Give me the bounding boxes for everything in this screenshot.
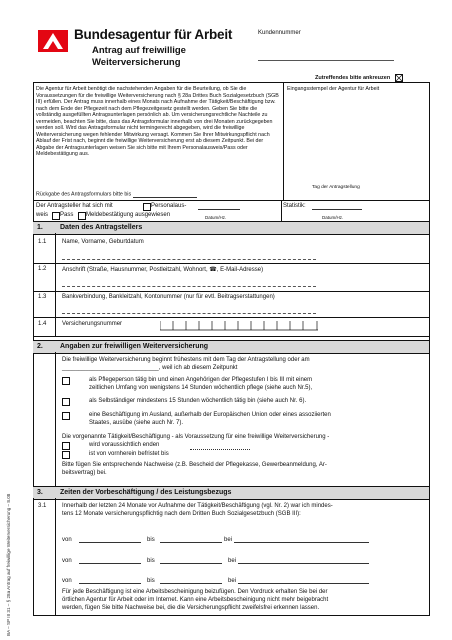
period-von-label: von	[62, 558, 72, 564]
section1-header	[33, 221, 429, 235]
form-reference: BA – SP III 31 – § 28a Antrag auf freiwillige Weiterversicherung – 8.08	[6, 493, 11, 636]
section2-intro2: _____________________________, weil ich ab diesem Zeitpunkt	[62, 365, 238, 371]
period-bei-field[interactable]	[238, 557, 369, 564]
section2-intro1: Die freiwillige Weiterversicherung beginnt frühestens mit dem Tag der Antragstellung oder am	[62, 357, 310, 363]
period-bis-field[interactable]	[160, 536, 222, 543]
agency-name: Bundesagentur für Arbeit	[74, 27, 233, 42]
customer-number-label: Kundennummer	[258, 30, 301, 36]
statistik-field[interactable]	[312, 209, 362, 210]
personalausweis-checkbox[interactable]	[143, 203, 151, 211]
unlimited-label: wird voraussichtlich enden	[89, 442, 160, 448]
period-von-field[interactable]	[79, 557, 141, 564]
period-von-label: von	[62, 537, 72, 543]
tick-hint-checkbox	[395, 74, 403, 82]
pass-label: Pass	[60, 212, 74, 218]
stamp-area	[287, 94, 425, 182]
tick-hint: Zutreffendes bitte ankreuzen	[315, 75, 391, 81]
limited-until-field[interactable]	[190, 449, 250, 450]
row-1-2-label: Anschrift (Straße, Hausnummer, Postleitzahl, Wohnort, ☎, E-Mail-Adresse)	[62, 267, 264, 273]
row-1-4-number: 1.4	[38, 321, 47, 327]
section1-title: Daten des Antragstellers	[60, 224, 143, 231]
row-1-3-number: 1.3	[38, 294, 47, 300]
period-bei-field[interactable]	[238, 577, 369, 584]
section3-number: 3.	[37, 489, 43, 496]
period-bis-field[interactable]	[160, 577, 222, 584]
statistik-label: Statistik:	[283, 203, 306, 209]
section3-header	[33, 486, 429, 500]
meldebestaetigung-label: Meldebestätigung ausgewiesen	[86, 212, 171, 218]
period-bei-label: bei	[228, 558, 237, 564]
period-von-field[interactable]	[79, 577, 141, 584]
period-bei-field[interactable]	[234, 536, 369, 543]
section2-title: Angaben zur freiwilligen Weiterversicherung	[60, 343, 209, 350]
option-abroad-line2: Staates, ausübe (siehe auch Nr. 7).	[89, 420, 184, 426]
return-label: Rückgabe des Antragsformulars bitte bis	[36, 191, 197, 198]
period-row	[62, 557, 369, 564]
period-bis-label: bis	[147, 578, 155, 584]
period-von-field[interactable]	[79, 536, 141, 543]
period-bei-label: bei	[224, 537, 233, 543]
period-bis-field[interactable]	[160, 557, 222, 564]
row-1-2-field[interactable]	[62, 286, 316, 287]
option-abroad-checkbox[interactable]	[62, 412, 70, 420]
section3-footer3: werden, fügen Sie bitte Nachweise bei, die die Versicherungspflicht zweifelsfrei erkennen lassen.	[62, 605, 320, 611]
period-bis-label: bis	[147, 558, 155, 564]
period-row	[62, 577, 369, 584]
section3-text1: Innerhalb der letzten 24 Monate vor Aufnahme der Tätigkeit/Beschäftigung (vgl. Nr. 2) war ich mindes-	[62, 503, 333, 509]
section2-number: 2.	[37, 343, 43, 350]
row-1-2-number: 1.2	[38, 266, 47, 272]
stamp-date-label: Tag der Antragstellung	[312, 185, 360, 190]
unlimited-checkbox[interactable]	[62, 442, 70, 450]
period-row	[62, 536, 369, 543]
prerequisite-text: Die vorgenannte Tätigkeit/Beschäftigung - als Voraussetzung für eine freiwillige Weiterversicherung -	[62, 434, 330, 440]
section3-text2: tens 12 Monate versicherungspflichtig nach dem Dritten Buch Sozialgesetzbuch (SGB III):	[62, 511, 301, 517]
row-3-1-number: 3.1	[38, 503, 47, 509]
personalausweis-label: Personalaus-	[151, 203, 187, 209]
pass-checkbox[interactable]	[52, 212, 60, 220]
row-1-1-label: Name, Vorname, Geburtdatum	[62, 239, 144, 245]
identity-date-label: Datum/Hz.	[205, 215, 227, 220]
meldebestaetigung-checkbox[interactable]	[78, 212, 86, 220]
option-selfemployed-line1: als Selbständiger mindestens 15 Stunden wöchentlich tätig bin (siehe auch Nr. 6).	[89, 398, 307, 404]
row-1-1-field[interactable]	[62, 259, 316, 260]
identity-line1: Der Antragsteller hat sich mit	[36, 203, 113, 209]
statistik-date-label: Datum/Hz.	[322, 215, 344, 220]
option-caregiver-line1: als Pflegeperson tätig bin und einen Angehörigen der Pflegestufen I bis III mit einem	[89, 377, 313, 383]
limited-label: ist von vornherein befristet bis	[89, 451, 169, 457]
period-bei-label: bei	[228, 578, 237, 584]
section3-title: Zeiten der Vorbeschäftigung / des Leistungsbezugs	[60, 489, 232, 496]
form-title-line1: Antrag auf freiwillige	[92, 45, 186, 56]
option-caregiver-checkbox[interactable]	[62, 377, 70, 385]
insurance-number-boxes[interactable]	[160, 318, 318, 331]
intro-text: Die Agentur für Arbeit benötigt die nachstehenden Angaben für die Beurteilung, ob Sie die Voraussetzungen für die freiwillige Weiterversicherung nach § 28a Drittes Buch Sozialgesetzbuch (SGB III) erfüllen. Der Antrag muss innerhalb eines Monats nach Aufnahme der Tätigkeit/Beschäftigung bzw. nach dem Ende der Pflegezeit nach dem Pflegezeitgesetz gestellt werden. Geben Sie bitte die vollständig ausgefüllten Antragsunterlagen persönlich ab. Um versicherungsrechtliche Nachteile zu vermeiden, beachten Sie bitte, dass das Antragsformular innerhalb von drei Monaten zurückgegeben werden soll. Wird das Antragsformular nicht termingerecht abgegeben, wird die freiwillige Weiterversicherung wegen fehlender Mitwirkung versagt. Kommen Sie Ihrer Mitwirkungspflicht nach Ablauf der Frist nach, beginnt die freiwillige Weiterversicherung erst ab diesem Zeitpunkt. Bei der Abgabe der Antragsunterlagen weisen Sie sich bitte mit Ihrem Personalausweis/Pass oder Meldebestätigung aus.	[36, 86, 279, 157]
weis-label: weis	[36, 212, 49, 218]
form-title-line2: Weiterversicherung	[92, 57, 181, 68]
limited-checkbox[interactable]	[62, 451, 70, 459]
proof-text-line2: beitsvertrag) bei.	[62, 470, 107, 476]
section3-footer2: örtlichen Agentur für Arbeit oder im Internet. Kann eine Arbeitsbescheinigung nicht mehr beigebracht	[62, 597, 329, 603]
row-1-3-label: Bankverbindung, Bankleitzahl, Kontonummer (nur für evtl. Beitragserstattungen)	[62, 294, 275, 300]
period-von-label: von	[62, 578, 72, 584]
section3-footer1: Für jede Beschäftigung ist eine Arbeitsbescheinigung beizufügen. Den Vordruck erhalten Sie bei der	[62, 589, 328, 595]
section1-number: 1.	[37, 224, 43, 231]
row-1-3-field[interactable]	[62, 313, 316, 314]
customer-number-field[interactable]	[258, 60, 394, 61]
period-bis-label: bis	[147, 537, 155, 543]
row-1-1-number: 1.1	[38, 239, 47, 245]
option-caregiver-line2: zeitlichen Umfang von wenigstens 14 Stunden wöchentlich pflege (siehe auch Nr.5),	[89, 385, 313, 391]
identity-date-field[interactable]	[198, 209, 240, 210]
option-selfemployed-checkbox[interactable]	[62, 398, 70, 406]
proof-text-line1: Bitte fügen Sie entsprechende Nachweise (z.B. Bescheid der Pflegekasse, Gewerbeanmeldung, Ar-	[62, 462, 327, 468]
row-1-4-label: Versicherungsnummer	[62, 321, 123, 327]
section2-header	[33, 340, 429, 354]
stamp-label: Eingangsstempel der Agentur für Arbeit	[287, 86, 380, 92]
agency-logo-icon	[38, 30, 68, 52]
option-abroad-line1: eine Beschäftigung im Ausland, außerhalb der Europäischen Union oder eines assoziierten	[89, 412, 331, 418]
